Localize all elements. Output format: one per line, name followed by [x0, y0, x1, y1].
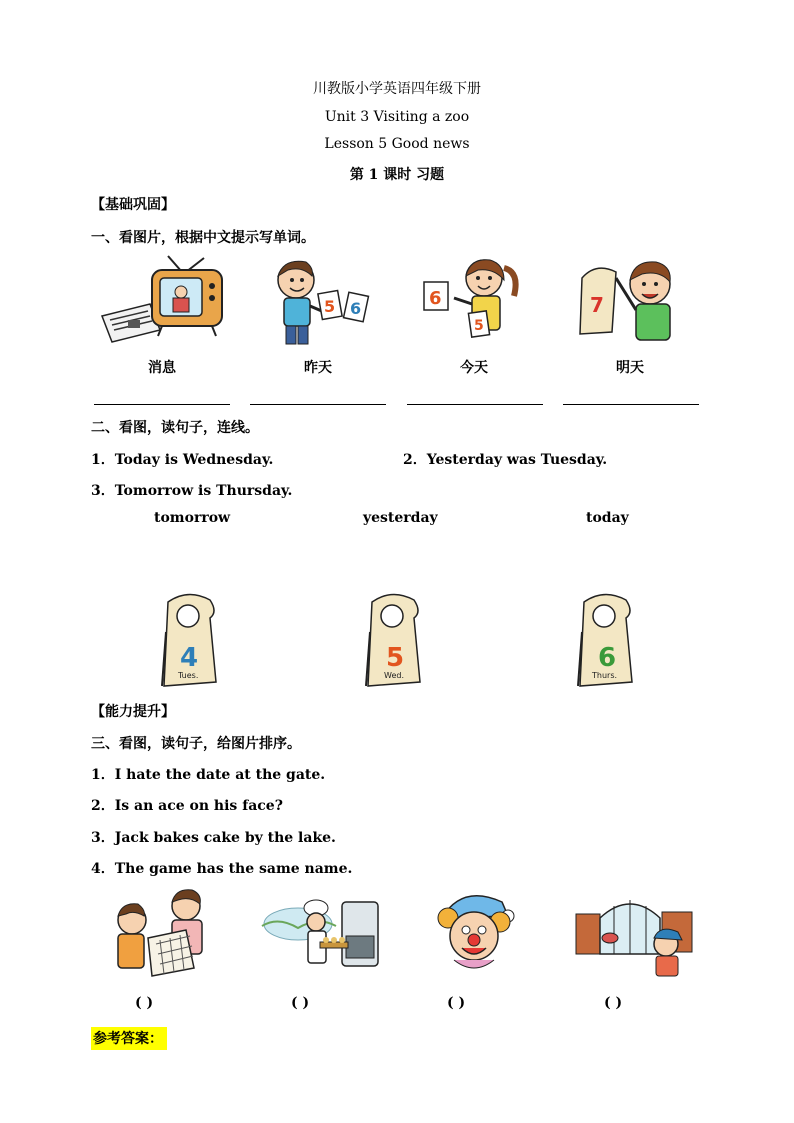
- q2-sentence-2: 2．Yesterday was Tuesday.: [403, 452, 608, 468]
- answer-blank-1[interactable]: [94, 404, 230, 405]
- calendar-day-label: Thurs.: [592, 671, 618, 680]
- news-tv-newspaper-picture: [100, 254, 240, 346]
- calendar-number: 6: [598, 643, 617, 673]
- q3-sentence-3: 3．Jack bakes cake by the lake.: [91, 830, 336, 846]
- q1-instruction: 一、看图片，根据中文提示写单词。: [91, 230, 315, 246]
- q2-sentence-3: 3．Tomorrow is Thursday.: [91, 483, 293, 499]
- q3-sentence-1: 1．I hate the date at the gate.: [91, 767, 326, 783]
- calendar-wed-icon: [362, 592, 428, 690]
- calendar-number: 4: [180, 643, 199, 673]
- word-tomorrow: tomorrow: [154, 510, 231, 526]
- answer-key-label: 参考答案：: [91, 1027, 167, 1050]
- word-today: today: [586, 510, 629, 526]
- unit-title: Unit 3 Visiting a zoo: [324, 109, 470, 125]
- calendar-tues-icon: [158, 592, 224, 690]
- caption-today: 今天: [460, 360, 488, 376]
- section-basic-heading: 【基础巩固】: [91, 197, 175, 213]
- clown-face-picture: [432, 888, 516, 978]
- calendar-number: 5: [386, 643, 405, 673]
- svg-text:5: 5: [474, 318, 484, 334]
- answer-blank-2[interactable]: [250, 404, 386, 405]
- answer-blank-4[interactable]: [563, 404, 699, 405]
- order-bracket-1[interactable]: ( ): [135, 995, 154, 1011]
- q3-sentence-4: 4．The game has the same name.: [91, 861, 353, 877]
- q2-instruction: 二、看图，读句子，连线。: [91, 420, 259, 436]
- word-yesterday: yesterday: [363, 510, 438, 526]
- caption-news: 消息: [148, 360, 176, 376]
- section-advanced-heading: 【能力提升】: [91, 704, 175, 720]
- q2-sentence-1: 1．Today is Wednesday.: [91, 452, 274, 468]
- order-bracket-2[interactable]: ( ): [291, 995, 310, 1011]
- caption-yesterday: 昨天: [304, 360, 332, 376]
- order-bracket-3[interactable]: ( ): [447, 995, 466, 1011]
- period-title: 第 1 课时 习题: [349, 167, 445, 183]
- caption-tomorrow: 明天: [616, 360, 644, 376]
- girl-today-picture: [420, 254, 532, 346]
- boy-tomorrow-picture: [576, 254, 692, 346]
- calendar-day-label: Tues.: [178, 671, 199, 680]
- book-title: 川教版小学英语四年级下册: [313, 81, 481, 97]
- order-bracket-4[interactable]: ( ): [604, 995, 623, 1011]
- svg-text:6: 6: [350, 299, 362, 318]
- boys-playing-game-picture: [108, 884, 212, 984]
- q3-instruction: 三、看图，读句子，给图片排序。: [91, 736, 301, 752]
- calendar-day-label: Wed.: [384, 671, 404, 680]
- boy-at-gate-picture: [574, 894, 694, 978]
- lesson-title: Lesson 5 Good news: [324, 136, 470, 152]
- answer-blank-3[interactable]: [407, 404, 543, 405]
- svg-text:6: 6: [429, 288, 442, 309]
- q3-sentence-2: 2．Is an ace on his face?: [91, 798, 283, 814]
- svg-text:7: 7: [590, 293, 604, 317]
- calendar-thurs-icon: [574, 592, 640, 690]
- man-baking-cake-picture: [258, 896, 384, 976]
- svg-text:5: 5: [324, 297, 336, 316]
- boy-yesterday-picture: [262, 254, 374, 346]
